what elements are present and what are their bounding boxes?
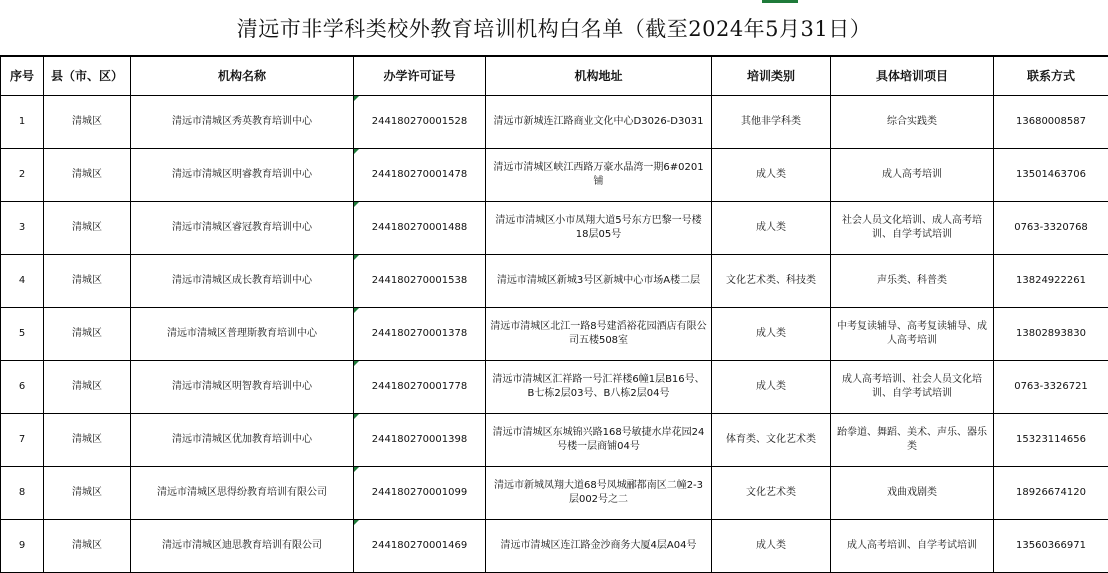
cell-name[interactable]: 清远市清城区明智教育培训中心 — [131, 361, 354, 414]
cell-contact[interactable]: 18926674120 — [994, 467, 1108, 520]
cell-items[interactable]: 跆拳道、舞蹈、美术、声乐、器乐类 — [831, 414, 994, 467]
col-header-contact: 联系方式 — [994, 57, 1108, 96]
cell-items[interactable]: 声乐类、科普类 — [831, 255, 994, 308]
cell-category[interactable]: 成人类 — [712, 149, 831, 202]
cell-district[interactable]: 清城区 — [44, 414, 131, 467]
cell-address[interactable]: 清远市新城凤翔大道68号凤城郦都南区二幢2-3层002号之二 — [486, 467, 712, 520]
cell-items[interactable]: 中考复读辅导、高考复读辅导、成人高考培训 — [831, 308, 994, 361]
cell-items[interactable]: 戏曲戏剧类 — [831, 467, 994, 520]
col-header-no: 序号 — [1, 57, 44, 96]
cell-license[interactable]: 244180270001378 — [354, 308, 486, 361]
header-row — [1, 57, 1108, 96]
page-title: 清远市非学科类校外教育培训机构白名单（截至2024年5月31日） — [0, 0, 1108, 56]
cell-no[interactable]: 7 — [1, 414, 44, 467]
cell-items[interactable]: 社会人员文化培训、成人高考培训、自学考试培训 — [831, 202, 994, 255]
cell-category[interactable]: 其他非学科类 — [712, 96, 831, 149]
cell-items[interactable]: 综合实践类 — [831, 96, 994, 149]
cell-items[interactable]: 成人高考培训、自学考试培训 — [831, 520, 994, 573]
cell-district[interactable]: 清城区 — [44, 96, 131, 149]
cell-items[interactable]: 成人高考培训 — [831, 149, 994, 202]
cell-contact[interactable]: 0763-3320768 — [994, 202, 1108, 255]
table-row — [1, 308, 1108, 361]
cell-address[interactable]: 清远市清城区新城3号区新城中心市场A楼二层 — [486, 255, 712, 308]
cell-district[interactable]: 清城区 — [44, 149, 131, 202]
cell-name[interactable]: 清远市清城区优加教育培训中心 — [131, 414, 354, 467]
cell-license[interactable]: 244180270001538 — [354, 255, 486, 308]
cell-district[interactable]: 清城区 — [44, 202, 131, 255]
cell-license[interactable]: 244180270001528 — [354, 96, 486, 149]
table-row — [1, 414, 1108, 467]
cell-category[interactable]: 成人类 — [712, 361, 831, 414]
col-header-items: 具体培训项目 — [831, 57, 994, 96]
cell-district[interactable]: 清城区 — [44, 308, 131, 361]
cell-district[interactable]: 清城区 — [44, 520, 131, 573]
cell-contact[interactable]: 13680008587 — [994, 96, 1108, 149]
cell-district[interactable]: 清城区 — [44, 255, 131, 308]
col-header-category: 培训类别 — [712, 57, 831, 96]
cell-no[interactable]: 6 — [1, 361, 44, 414]
cell-address[interactable]: 清远市清城区峡江西路万豪水晶湾一期6#0201铺 — [486, 149, 712, 202]
cell-no[interactable]: 2 — [1, 149, 44, 202]
cell-name[interactable]: 清远市清城区普理斯教育培训中心 — [131, 308, 354, 361]
table-row — [1, 520, 1108, 573]
cell-address[interactable]: 清远市新城连江路商业文化中心D3026-D3031 — [486, 96, 712, 149]
cell-no[interactable]: 5 — [1, 308, 44, 361]
cell-no[interactable]: 3 — [1, 202, 44, 255]
table-row — [1, 149, 1108, 202]
table-row — [1, 202, 1108, 255]
table-row — [1, 467, 1108, 520]
col-header-license: 办学许可证号 — [354, 57, 486, 96]
cell-name[interactable]: 清远市清城区秀英教育培训中心 — [131, 96, 354, 149]
table-row — [1, 255, 1108, 308]
whitelist-table — [0, 56, 1108, 573]
cell-license[interactable]: 244180270001778 — [354, 361, 486, 414]
cell-items[interactable]: 成人高考培训、社会人员文化培训、自学考试培训 — [831, 361, 994, 414]
cell-no[interactable]: 4 — [1, 255, 44, 308]
table-row — [1, 96, 1108, 149]
cell-category[interactable]: 成人类 — [712, 520, 831, 573]
cell-address[interactable]: 清远市清城区小市凤翔大道5号东方巴黎一号楼18层05号 — [486, 202, 712, 255]
cell-contact[interactable]: 13560366971 — [994, 520, 1108, 573]
cell-name[interactable]: 清远市清城区睿冠教育培训中心 — [131, 202, 354, 255]
cell-license[interactable]: 244180270001099 — [354, 467, 486, 520]
col-header-name: 机构名称 — [131, 57, 354, 96]
table-row — [1, 361, 1108, 414]
cell-name[interactable]: 清远市清城区思得纷教育培训有限公司 — [131, 467, 354, 520]
cell-name[interactable]: 清远市清城区明睿教育培训中心 — [131, 149, 354, 202]
cell-contact[interactable]: 13824922261 — [994, 255, 1108, 308]
cell-contact[interactable]: 13802893830 — [994, 308, 1108, 361]
cell-address[interactable]: 清远市清城区北江一路8号建滔裕花园酒店有限公司五楼508室 — [486, 308, 712, 361]
cell-no[interactable]: 1 — [1, 96, 44, 149]
cell-contact[interactable]: 0763-3326721 — [994, 361, 1108, 414]
cell-category[interactable]: 文化艺术类 — [712, 467, 831, 520]
cell-address[interactable]: 清远市清城区连江路金沙商务大厦4层A04号 — [486, 520, 712, 573]
cell-category[interactable]: 成人类 — [712, 308, 831, 361]
cell-category[interactable]: 体育类、文化艺术类 — [712, 414, 831, 467]
cell-no[interactable]: 8 — [1, 467, 44, 520]
cell-address[interactable]: 清远市清城区汇祥路一号汇祥楼6幢1层B16号、B七栋2层03号、B八栋2层04号 — [486, 361, 712, 414]
cell-license[interactable]: 244180270001398 — [354, 414, 486, 467]
col-header-district: 县（市、区） — [44, 57, 131, 96]
cell-address[interactable]: 清远市清城区东城锦兴路168号敏捷水岸花园24号楼一层商铺04号 — [486, 414, 712, 467]
cell-license[interactable]: 244180270001469 — [354, 520, 486, 573]
cell-category[interactable]: 文化艺术类、科技类 — [712, 255, 831, 308]
cell-category[interactable]: 成人类 — [712, 202, 831, 255]
cell-district[interactable]: 清城区 — [44, 361, 131, 414]
cell-license[interactable]: 244180270001488 — [354, 202, 486, 255]
cell-license[interactable]: 244180270001478 — [354, 149, 486, 202]
cell-district[interactable]: 清城区 — [44, 467, 131, 520]
cell-name[interactable]: 清远市清城区迪思教育培训有限公司 — [131, 520, 354, 573]
cell-no[interactable]: 9 — [1, 520, 44, 573]
cell-contact[interactable]: 13501463706 — [994, 149, 1108, 202]
cell-name[interactable]: 清远市清城区成长教育培训中心 — [131, 255, 354, 308]
cell-contact[interactable]: 15323114656 — [994, 414, 1108, 467]
col-header-address: 机构地址 — [486, 57, 712, 96]
